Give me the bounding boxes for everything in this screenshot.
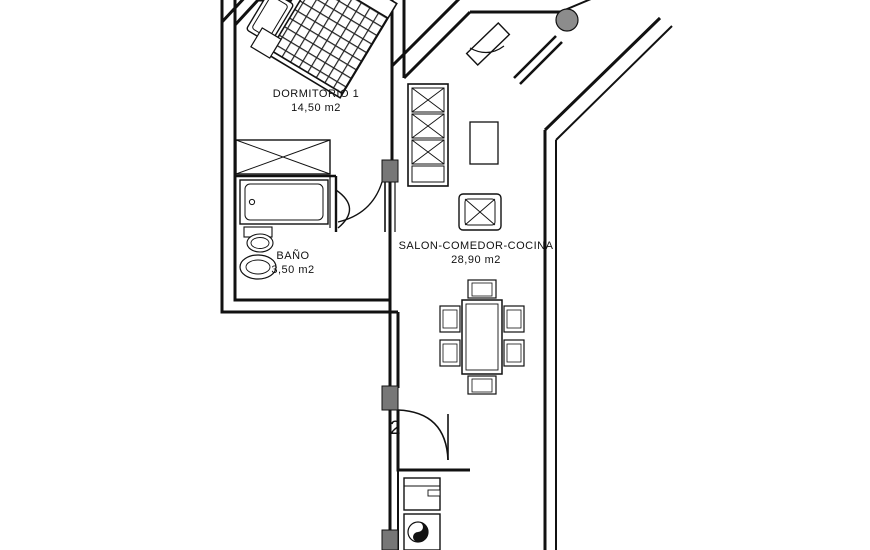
right-margin-band — [810, 0, 870, 550]
wardrobe — [236, 140, 330, 174]
toilet — [244, 227, 273, 252]
room-label-dormitorio-1 — [248, 88, 384, 116]
room-area: 14,50 m2 — [291, 101, 341, 114]
door-number-label: 2 — [390, 418, 401, 439]
terrace-column — [556, 9, 578, 31]
bathtub — [240, 180, 328, 224]
window-diagonal — [514, 36, 562, 84]
room-area: 28,90 m2 — [451, 253, 501, 266]
entrance-door-swing — [398, 410, 448, 460]
entrance-door-jamb — [382, 386, 398, 410]
utility-door-jamb — [382, 530, 398, 550]
room-name: SALON-COMEDOR-COCINA — [398, 240, 554, 252]
terrace-right-wall — [545, 18, 660, 130]
terrace-diagonal-upper — [560, 0, 660, 12]
range-hood — [467, 23, 510, 65]
door-jamb-bedroom — [382, 160, 398, 182]
utility-unit — [404, 478, 440, 510]
bedroom-door-swing — [338, 182, 382, 222]
room-area: 3,50 m2 — [271, 263, 315, 276]
dining-table — [440, 280, 524, 394]
room-label-salon-comedor-cocina — [396, 240, 556, 268]
terrace-right-wall-outer — [556, 26, 672, 140]
washing-machine — [404, 514, 440, 550]
bathroom-door-swing — [336, 190, 350, 228]
room-name: BAÑO — [276, 250, 310, 262]
armchair — [459, 194, 501, 230]
room-label-bano — [245, 250, 341, 278]
kitchen-counter — [408, 84, 448, 186]
room-name: DORMITORIO 1 — [272, 88, 360, 100]
refrigerator — [470, 122, 498, 164]
left-margin-band — [0, 0, 64, 550]
hall-wall-lower-inner — [398, 410, 470, 470]
